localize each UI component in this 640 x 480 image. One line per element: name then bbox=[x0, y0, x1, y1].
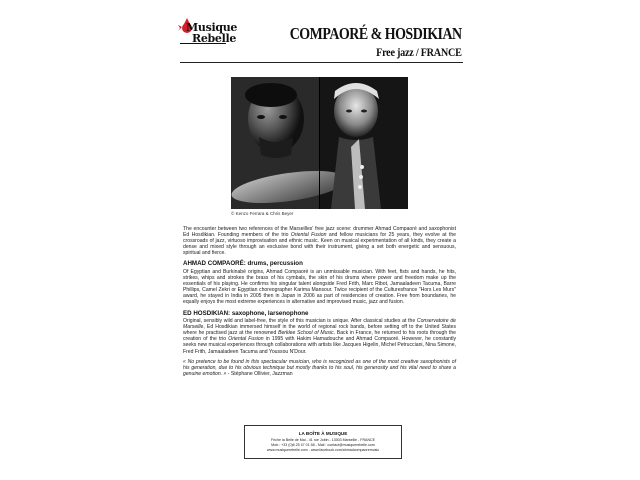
section-heading-compaore: AHMAD COMPAORÉ: drums, percussion bbox=[183, 260, 303, 268]
footer-address: Friche la Belle de Mai - 41 rue Jobin - 13003 Marseille - FRANCE bbox=[270, 438, 376, 442]
logo-line2: Rebelle bbox=[192, 32, 237, 45]
photo-credit: © Kenzo Ferrara & Chris Beyer bbox=[231, 211, 294, 216]
logo-line1: Musique bbox=[186, 21, 238, 34]
artists-photo bbox=[231, 77, 408, 209]
footer-title: LA BOÎTE À MUSIQUE bbox=[298, 431, 348, 436]
section-heading-hosdikian: ED HOSDIKIAN: saxophone, larsenophone bbox=[183, 309, 309, 317]
page-subtitle: Free jazz / FRANCE bbox=[376, 45, 462, 59]
header-divider bbox=[180, 62, 463, 63]
article-body bbox=[183, 226, 456, 381]
contact-footer bbox=[244, 425, 402, 459]
footer-websites: www.musiquerebelle.com - www.facebook.com/ahmadcompaoremusic bbox=[266, 448, 380, 452]
hosdikian-paragraph: Original, sensibly wild and label-free, the style of this musician is unique. After classical studies at the Conservatoire de Marseille, Ed Hosdikian immersed himself in the world of regional rock bands, before setting off to the United States where he practised jazz at the renowned Berklee School of Music. Back in France, he returned to his roots through the creation of the trio Oriental Fusion in 1995 with Hakim Hamadouche and Ahmad Compaoré. However, he constantly seeks new musical experiences through collaborations with artists like Jacques Higelin, Michel Petrucciani, Nina Simone, Fred Frith, Jamaaladeen Tacuma and Youssou N'Dour. bbox=[183, 318, 456, 355]
musique-rebelle-logo bbox=[178, 14, 236, 54]
intro-paragraph: The encounter between two references of the Marseilles' free jazz scene: drummer Ahmad Compaoré and saxophonist Ed Hosdikian. Founding members of the trio Oriental Fusion and fellow musicians for 25 years, they evolve at the crossroads of jazz, virtuoso improvisation and ethnic music. Keen on musical experimentation of all kinds, they create a dense and mixed style through an exclusive bond with their instrument, giving a set both energetic and sensuous, spiritual and fierce. bbox=[183, 226, 457, 257]
footer-contact: Mob.: +33 (0)6 25 47 01 58 - Mail : contact@musiquerebelle.com bbox=[271, 443, 375, 447]
press-quote: « No pretence to be found in this spectacular musician, who is recognized as one of the most creative saxophonists of his generation, due to his obvious technique but mostly thanks to his soul, his generosity and his vital need to share a genuine emotion. » - Stéphane Ollivier, Jazzman bbox=[183, 358, 456, 377]
compaore-paragraph: Of Egyptian and Burkinabé origins, Ahmad Compaoré is an unmissable musician. With feet, fists and hands, he hits, strikes, whips and strokes the brass of his cymbals, the skin of his drums where power and freedom make up the essentials of his playing. He confirms his singular talent alongside Fred Frith, Marc Ribot, Jamaaladeen Tacuma, Barre Phillips, Camel Zekri or Egyptian choreographer Karima Mansour. Twice recipient of the Culturesfrance "Hors Les Murs" award, he stayed in India in 2005 then in Japan in 2006 as part of residencies of creation. Free from boundaries, he equally enjoys the most extreme experiences in alternative and improvised music, jazz and fusion. bbox=[183, 268, 456, 306]
page-title: COMPAORÉ & HOSDIKIAN bbox=[290, 24, 462, 43]
